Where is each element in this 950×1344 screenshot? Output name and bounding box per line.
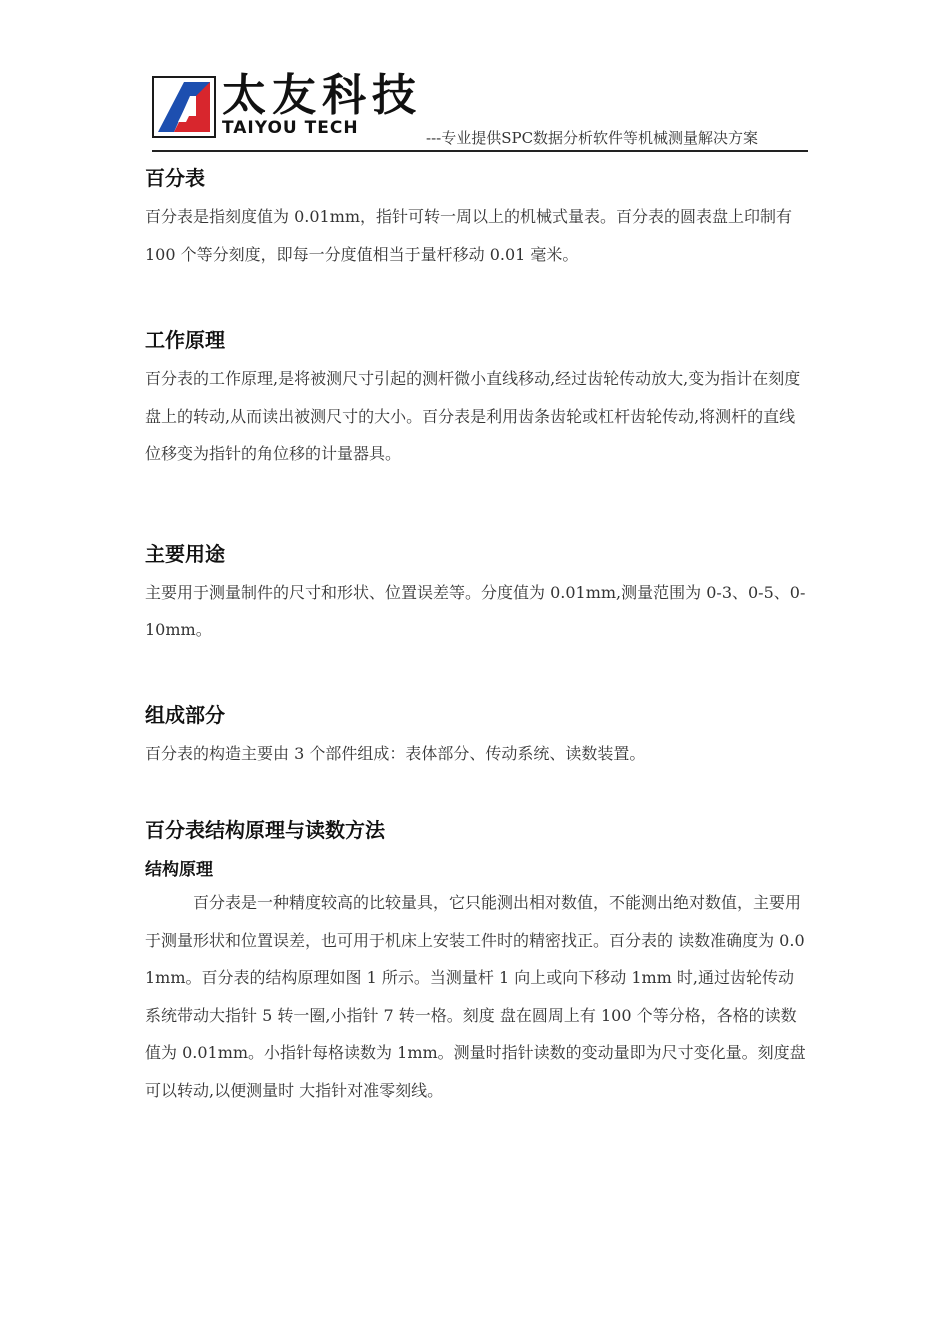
section-body-structure-principle: 百分表是一种精度较高的比较量具，它只能测出相对数值，不能测出绝对数值，主要用于测量形状和位置误差，也可用于机床上安装工件时的精密找正。百分表的 读数准确度为 0.01mm。百分表的结构原理如图 1 所示。当测量杆 1 向上或向下移动 1mm 时,通过齿轮传动系统带动大指针 5 转一圈,小指针 7 转一格。刻度 盘在圆周上有 100 个等分格，各格的读数值为 0.01mm。小指针每格读数为 1mm。测量时指针读数的变动量即为尺寸变化量。刻度盘可以转动,以便测量时 大指针对准零刻线。 [145, 893, 806, 1100]
section-body-components: 百分表的构造主要由 3 个部件组成：表体部分、传动系统、读数装置。 [145, 743, 646, 763]
header-tagline: ---专业提供SPC数据分析软件等机械测量解决方案 [426, 129, 759, 147]
section-body-working-principle: 百分表的工作原理,是将被测尺寸引起的测杆微小直线移动,经过齿轮传动放大,变为指计在刻度盘上的转动,从而读出被测尺寸的大小。百分表是利用齿条齿轮或杠杆齿轮传动,将测杆的直线位移变为指针的角位移的计量器具。 [145, 369, 801, 463]
logo-chinese-text: 太友科技 [222, 70, 422, 121]
section-title-main-uses: 主要用途 [145, 541, 225, 566]
section-title-components: 组成部分 [145, 702, 225, 727]
header-divider [152, 150, 808, 152]
page-header [152, 72, 808, 154]
subsection-title-structure-principle: 结构原理 [145, 860, 213, 880]
section-title-working-principle: 工作原理 [145, 328, 225, 352]
section-title-dial-indicator: 百分表 [145, 166, 205, 190]
section-body-main-uses: 主要用于测量制件的尺寸和形状、位置误差等。分度值为 0.01mm,测量范围为 0-3、0-5、0-10mm。 [145, 582, 806, 639]
section-title-structure-reading: 百分表结构原理与读数方法 [145, 818, 385, 842]
section-body-dial-indicator: 百分表是指刻度值为 0.01mm，指针可转一周以上的机械式量表。百分表的圆表盘上印制有 100 个等分刻度，即每一分度值相当于量杆移动 0.01 毫米。 [145, 207, 793, 264]
logo-english-text: TAIYOU TECH [222, 118, 359, 138]
taiyou-logo-icon [152, 76, 216, 138]
document-body [145, 164, 807, 1109]
